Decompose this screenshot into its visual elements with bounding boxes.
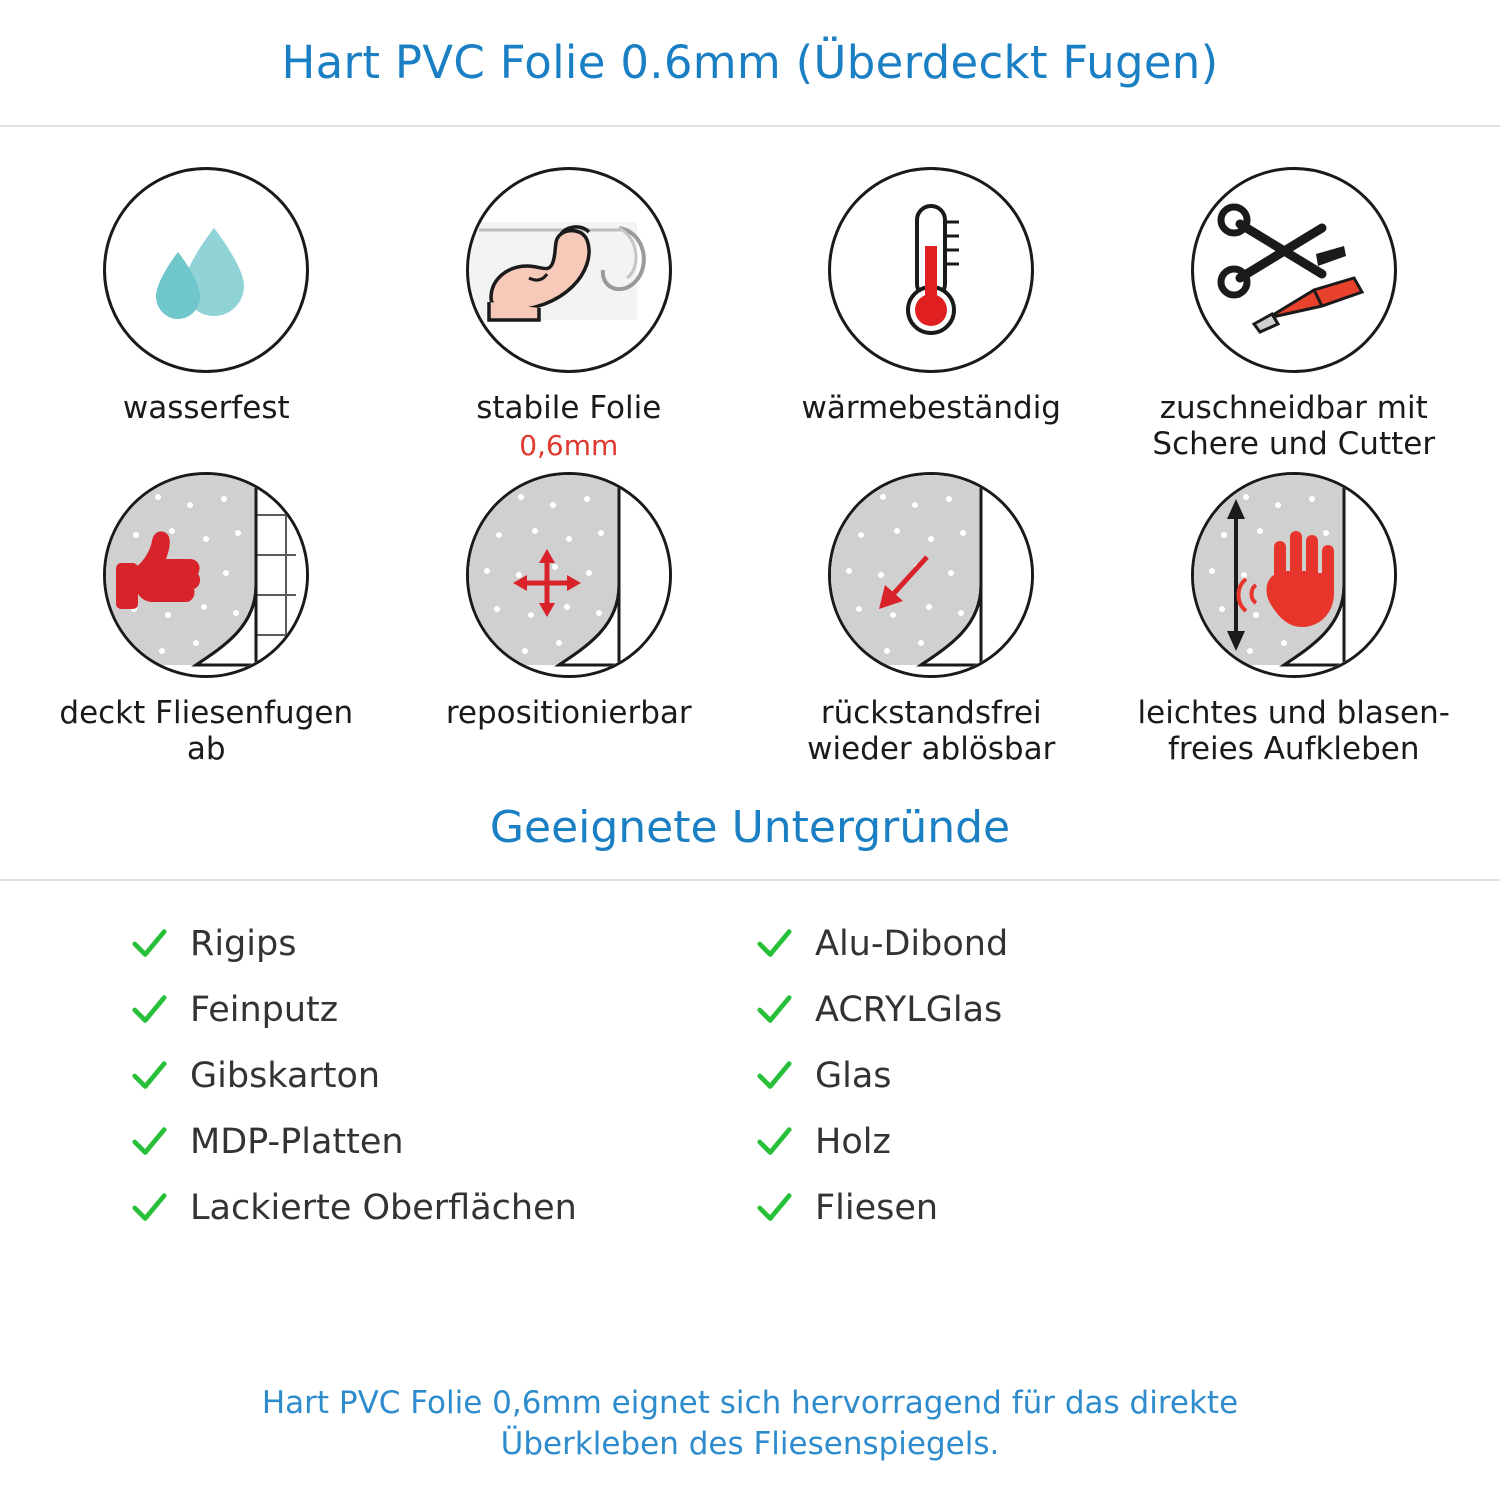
- feature-label: rückstandsfrei wieder ablösbar: [807, 695, 1056, 767]
- hand-smoothing-icon: [1191, 472, 1397, 678]
- footer-line-2: Überkleben des Fliesenspiegels.: [500, 1425, 1000, 1462]
- list-item: [755, 915, 1370, 973]
- flexed-arm-foil-icon: [466, 167, 672, 373]
- list-item: [755, 1179, 1370, 1237]
- substrate-label: Glas: [815, 1055, 892, 1096]
- feature-label: wasserfest: [122, 390, 290, 426]
- feature-item: [388, 472, 751, 767]
- substrate-column-left: [130, 915, 745, 1237]
- feature-label: wärmebeständig: [801, 390, 1061, 426]
- feature-item: [25, 472, 388, 767]
- list-item: [130, 1113, 745, 1171]
- page-title: Hart PVC Folie 0.6mm (Überdeckt Fugen): [281, 36, 1219, 89]
- feature-item: [1113, 167, 1476, 462]
- thermometer-icon: [828, 167, 1034, 373]
- list-item: [130, 1047, 745, 1105]
- feature-item: [750, 167, 1113, 462]
- substrate-column-right: [755, 915, 1370, 1237]
- footer-line-1: Hart PVC Folie 0,6mm eignet sich hervorragend für das direkte: [261, 1385, 1239, 1422]
- feature-label: deckt Fliesenfugen ab: [59, 695, 354, 767]
- feature-label: repositionierbar: [445, 695, 692, 732]
- feature-item: [750, 472, 1113, 767]
- check-icon: [130, 1057, 168, 1095]
- peel-off-arrow-icon: [828, 472, 1034, 678]
- feature-label: leichtes und blasen-freies Aufkleben: [1137, 695, 1450, 767]
- scissors-cutter-icon: [1191, 167, 1397, 373]
- substrate-list: [0, 881, 1500, 1237]
- substrate-label: Gibskarton: [190, 1055, 381, 1096]
- water-drops-icon: [103, 167, 309, 373]
- footer-note: [0, 1383, 1500, 1464]
- check-icon: [130, 991, 168, 1029]
- substrate-label: Fliesen: [815, 1187, 939, 1228]
- check-icon: [755, 1057, 793, 1095]
- list-item: [130, 1179, 745, 1237]
- list-item: [130, 915, 745, 973]
- check-icon: [755, 1123, 793, 1161]
- check-icon: [130, 1123, 168, 1161]
- feature-item: [25, 167, 388, 462]
- substrate-label: Feinputz: [190, 989, 339, 1030]
- list-item: [755, 1113, 1370, 1171]
- check-icon: [130, 1189, 168, 1227]
- substrate-label: ACRYLGlas: [815, 989, 1003, 1030]
- substrate-label: MDP-Platten: [190, 1121, 404, 1162]
- feature-label: stabile Folie: [476, 390, 662, 426]
- substrate-label: Rigips: [190, 923, 297, 964]
- list-item: [130, 981, 745, 1039]
- check-icon: [755, 991, 793, 1029]
- feature-item: [1113, 472, 1476, 767]
- header: [0, 0, 1500, 127]
- feature-sublabel: 0,6mm: [519, 428, 619, 462]
- section-header: [0, 802, 1500, 881]
- substrate-label: Alu-Dibond: [815, 923, 1009, 964]
- substrate-label: Lackierte Oberflächen: [190, 1187, 577, 1228]
- check-icon: [755, 1189, 793, 1227]
- feature-item: [388, 167, 751, 462]
- reposition-arrows-icon: [466, 472, 672, 678]
- list-item: [755, 1047, 1370, 1105]
- list-item: [755, 981, 1370, 1039]
- thumbs-up-tiles-icon: [103, 472, 309, 678]
- substrate-label: Holz: [815, 1121, 891, 1162]
- feature-label: zuschneidbar mit Schere und Cutter: [1152, 390, 1436, 462]
- section-title: Geeignete Untergründe: [489, 801, 1011, 853]
- check-icon: [755, 925, 793, 963]
- check-icon: [130, 925, 168, 963]
- feature-grid: [0, 127, 1500, 768]
